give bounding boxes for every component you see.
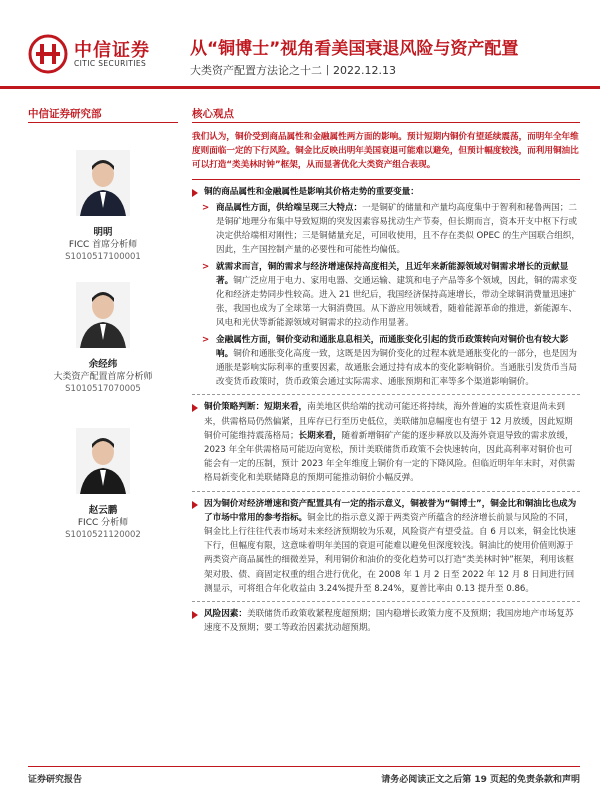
analyst-photo <box>76 428 130 494</box>
arrow-bullet-icon: > <box>202 261 210 272</box>
sub-point-text: 铜广泛应用于电力、家用电器、交通运输、建筑和电子产品等多个领域，因此，铜的需求变化和经济走势同步性较高。进入 21 世纪后，我国经济保持高速增长，带动全球铜消费量迅速扩张，我国也成为了全球第一大铜消费国。从下游应用领域看，随着能源革命的推进，新能源车、风电和光伏等新能源领域对铜需求的拉动作用显著。 <box>216 275 577 329</box>
sub-point-text: 一是铜矿的储量和产量均高度集中于智利和秘鲁两国；二是铜矿地理分布集中导致短期的突发因素容易扰动生产节奏，但长期而言，资本开支中枢下行或决定供给端相对刚性；三是铜储量充足，可回收使用，且不存在类似 OPEC 的生产国联合组织，因此，生产国控制产量的必要性和可能性均偏低。 <box>216 202 580 256</box>
bullet-section <box>192 185 580 199</box>
bullet-lead: 因为铜价对经济增速和资产配置具有一定的指示意义，铜被誉为“铜博士”，铜金比和铜油比也成为了市场中常用的参考指标。 <box>204 498 577 523</box>
footer-divider <box>28 766 580 767</box>
bullet-lead: 风险因素： <box>204 609 247 620</box>
analyst-card <box>28 428 178 541</box>
bullet-section <box>192 607 580 635</box>
core-view-content <box>192 128 580 636</box>
sub-point-text: 铜价和通胀变化高度一致，这既是因为铜价变化的过程本就是通胀变化的一部分，也是因为通胀是影响实际利率的重要因素，故通胀会通过持有成本的变化影响铜价。当通胀引发货币当局改变货币政策时，货币政策会通过实际需求、通胀预期和汇率等多个渠道影响铜价。 <box>216 348 577 388</box>
report-header <box>0 0 600 88</box>
dashed-divider <box>192 394 580 395</box>
sub-point-lead: 商品属性方面，供给端呈现三大特点： <box>216 202 363 213</box>
triangle-bullet-icon <box>192 189 198 197</box>
bullet-lead: 铜的商品属性和金融属性是影响其价格走势的重要变量： <box>204 186 419 197</box>
triangle-bullet-icon <box>192 404 198 412</box>
analyst-id: S1010521120002 <box>65 530 141 540</box>
sub-point <box>192 333 580 390</box>
analyst-id: S1010517070005 <box>65 384 141 394</box>
bullet-text: 美联储货币政策收紧程度超预期；国内稳增长政策力度不及预期；我国房地产市场复苏速度不及预期；要工等政治因素扰动超预期。 <box>204 609 574 634</box>
arrow-bullet-icon: > <box>202 202 210 213</box>
analyst-card <box>28 150 178 263</box>
bullet-text-2: 随着新增铜矿产能的逐步释放以及海外衰退导致的需求放缓，2023 年全年供需格局可能迈向宽松，预计美联储货币政策不会快速转向，因此高利率对铜价也可能会有一定的压制，预计 2023 年全年维度上铜价有一定的下降风险。但临近明年年末时，对供需格局新变化和美联储降息的预期可能推动铜价小幅反弹。 <box>204 430 576 484</box>
analyst-name: 赵云鹏 <box>88 505 118 516</box>
footer-disclaimer-link: 请务必阅读正文之后第 19 页起的免责条款和声明 <box>381 775 580 785</box>
analyst-role: FICC 分析师 <box>77 518 129 528</box>
footer-report-label: 证券研究报告 <box>28 775 83 785</box>
research-dept-heading: 中信证券研究部 <box>28 108 102 120</box>
right-divider <box>192 122 580 123</box>
left-divider <box>28 122 178 123</box>
logo-text-cn: 中信证券 <box>74 40 150 61</box>
sub-point <box>192 201 580 258</box>
intro-summary: 我们认为，铜价受到商品属性和金融属性两方面的影响。预计短期内铜价有望延续震荡，而明年全年维度则面临一定的下行风险。铜金比反映出明年美国衰退可能难以避免，但预计幅度较浅，而利用铜油比可以打造“类美林时钟”框架，从而显著优化大类资产组合表现。 <box>192 132 579 171</box>
logo-text-en: CITIC SECURITIES <box>74 59 147 68</box>
dashed-divider <box>192 601 580 602</box>
analyst-card <box>28 282 178 395</box>
bullet-section <box>192 497 580 596</box>
header-divider <box>0 86 600 89</box>
triangle-bullet-icon <box>192 501 198 509</box>
analyst-name: 余经纬 <box>88 359 118 370</box>
bullet-section <box>192 400 580 485</box>
analyst-role: FICC 首席分析师 <box>68 240 138 250</box>
section-divider <box>192 179 580 180</box>
arrow-bullet-icon: > <box>202 334 210 345</box>
analyst-photo <box>76 150 130 216</box>
bullet-bold-2: 长期来看， <box>298 430 342 441</box>
report-subtitle: 大类资产配置方法论之十二丨2022.12.13 <box>190 64 396 77</box>
dashed-divider <box>192 491 580 492</box>
bullet-text: 南美地区供给端的扰动可能还将持续，海外普遍的实质性衰退尚未到来，供需格局仍然偏紧，且库存已行至历史低位，美联储加息幅度也有望于 12 月放缓，因此短期铜价可能维持震荡格局； <box>204 402 573 441</box>
triangle-bullet-icon <box>192 611 198 619</box>
bullet-lead-tail: 短期来看， <box>264 402 308 413</box>
sub-point <box>192 260 580 331</box>
sub-point-lead: 金融属性方面，铜价变动和通胀息息相关，而通胀变化引起的货币政策转向对铜价也有较大影响。 <box>216 334 569 359</box>
report-title: 从“铜博士”视角看美国衰退风险与资产配置 <box>190 39 519 59</box>
citic-logo-icon <box>28 34 68 74</box>
analyst-photo <box>76 282 130 348</box>
analyst-role: 大类资产配置首席分析师 <box>53 372 153 382</box>
core-view-heading: 核心观点 <box>192 108 234 120</box>
bullet-text: 铜金比的指示意义源于两类资产所蕴含的经济增长前景与风险的不同，铜金比上行往往代表市场对未来经济预期较为乐观，风险资产有望受益。自 6 月以来，铜金比快速下行，但幅度有限，这意味着明年美国的衰退可能难以避免但深度较浅。铜油比的使用价值则源于两类资产商品属性的细微差异，利用铜价和油价的变化趋势可以打造“类美林时钟”框架，利用该框架对股、债、商固定权重的组合进行优化，在 2008 年 1 月 2 日至 2022 年 12 月 8 日间进行回测显示，可将组合年化收益由 3.24%提升至 8.24%，夏普比率由 0.13 提升至 0.86。 <box>204 512 576 594</box>
sub-point-lead: 就需求而言，铜的需求与经济增速保持高度相关，且近年来新能源领域对铜需求增长的贡献显著。 <box>216 261 569 286</box>
analyst-name: 明明 <box>93 227 113 238</box>
analyst-id: S1010517100001 <box>65 252 141 262</box>
bullet-lead: 铜价策略判断： <box>204 402 265 413</box>
